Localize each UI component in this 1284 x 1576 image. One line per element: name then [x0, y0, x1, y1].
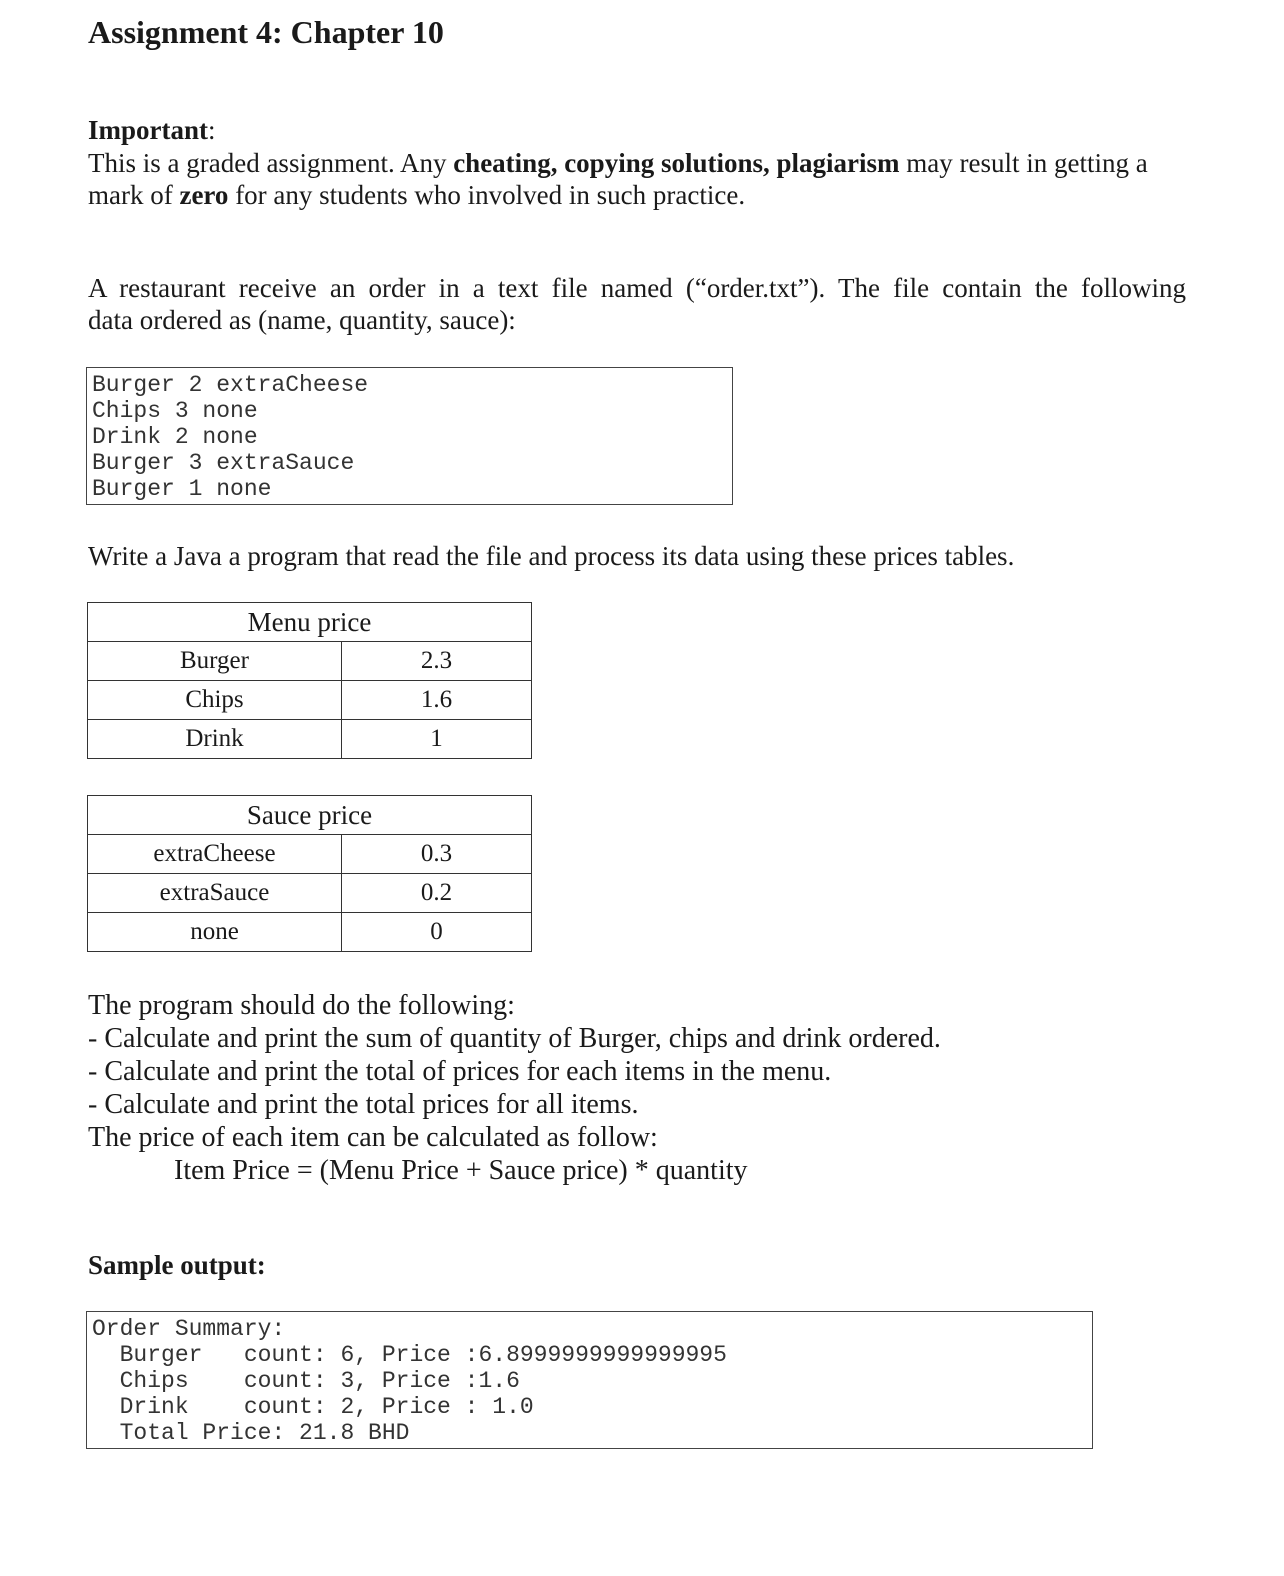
- list-item: - Calculate and print the total prices for all items.: [88, 1089, 639, 1120]
- output-line: Drink count: 2, Price : 1.0: [92, 1394, 534, 1420]
- intro-line-2: data ordered as (name, quantity, sauce):: [88, 305, 516, 335]
- requirements-intro: The program should do the following:: [88, 990, 515, 1021]
- order-line: Chips 3 none: [92, 398, 258, 424]
- price-formula: Item Price = (Menu Price + Sauce price) * quantity: [174, 1155, 748, 1186]
- intro-paragraph: [88, 272, 1186, 336]
- output-line: Total Price: 21.8 BHD: [92, 1420, 410, 1446]
- instruction-text: Write a Java a program that read the file and process its data using these prices tables.: [88, 541, 1015, 571]
- important-colon: :: [208, 115, 216, 145]
- list-item: - Calculate and print the sum of quantity of Burger, chips and drink ordered.: [88, 1023, 941, 1054]
- menu-item-price: 1.6: [342, 681, 532, 720]
- warning-text: may result in getting a: [899, 148, 1148, 178]
- menu-price-table: [87, 602, 532, 759]
- table-row: [88, 642, 532, 681]
- sauce-item-name: extraCheese: [88, 835, 342, 874]
- important-heading: [88, 115, 216, 146]
- menu-item-price: 2.3: [342, 642, 532, 681]
- sauce-item-name: none: [88, 913, 342, 952]
- sauce-item-name: extraSauce: [88, 874, 342, 913]
- warning-paragraph: [88, 147, 1186, 211]
- table-row: [88, 874, 532, 913]
- sauce-item-price: 0.2: [342, 874, 532, 913]
- table-row: [88, 681, 532, 720]
- list-item: - Calculate and print the total of prices for each items in the menu.: [88, 1056, 832, 1087]
- table-row: [88, 720, 532, 759]
- output-line: Chips count: 3, Price :1.6: [92, 1368, 520, 1394]
- menu-item-name: Drink: [88, 720, 342, 759]
- important-label: Important: [88, 115, 208, 145]
- order-line: Burger 3 extraSauce: [92, 450, 355, 476]
- table-row: [88, 913, 532, 952]
- intro-line-1: A restaurant receive an order in a text file named (“order.txt”). The file contain the following: [88, 273, 1186, 303]
- output-line: Burger count: 6, Price :6.8999999999999995: [92, 1342, 727, 1368]
- order-line: Burger 1 none: [92, 476, 272, 502]
- order-line: Burger 2 extraCheese: [92, 372, 369, 398]
- warning-bold-text: zero: [179, 180, 229, 210]
- sample-output-heading: Sample output:: [88, 1250, 266, 1280]
- sauce-price-header: Sauce price: [88, 796, 532, 835]
- order-file-box: [86, 367, 733, 505]
- sample-output-box: [86, 1311, 1093, 1449]
- table-row: [88, 835, 532, 874]
- sauce-item-price: 0: [342, 913, 532, 952]
- warning-line-1: [88, 147, 1186, 179]
- output-line: Order Summary:: [92, 1316, 286, 1342]
- menu-item-name: Chips: [88, 681, 342, 720]
- order-line: Drink 2 none: [92, 424, 258, 450]
- price-intro: The price of each item can be calculated as follow:: [88, 1122, 658, 1153]
- sauce-price-table: [87, 795, 532, 952]
- page-title: Assignment 4: Chapter 10: [88, 14, 444, 50]
- warning-text: for any students who involved in such practice.: [228, 180, 746, 210]
- menu-item-name: Burger: [88, 642, 342, 681]
- requirements-section: [88, 989, 1186, 1187]
- sauce-item-price: 0.3: [342, 835, 532, 874]
- warning-text: This is a graded assignment. Any: [88, 148, 454, 178]
- menu-item-price: 1: [342, 720, 532, 759]
- warning-bold-text: cheating, copying solutions, plagiarism: [453, 148, 900, 178]
- warning-line-2: [88, 179, 1186, 211]
- warning-text: mark of: [88, 180, 180, 210]
- menu-price-header: Menu price: [88, 603, 532, 642]
